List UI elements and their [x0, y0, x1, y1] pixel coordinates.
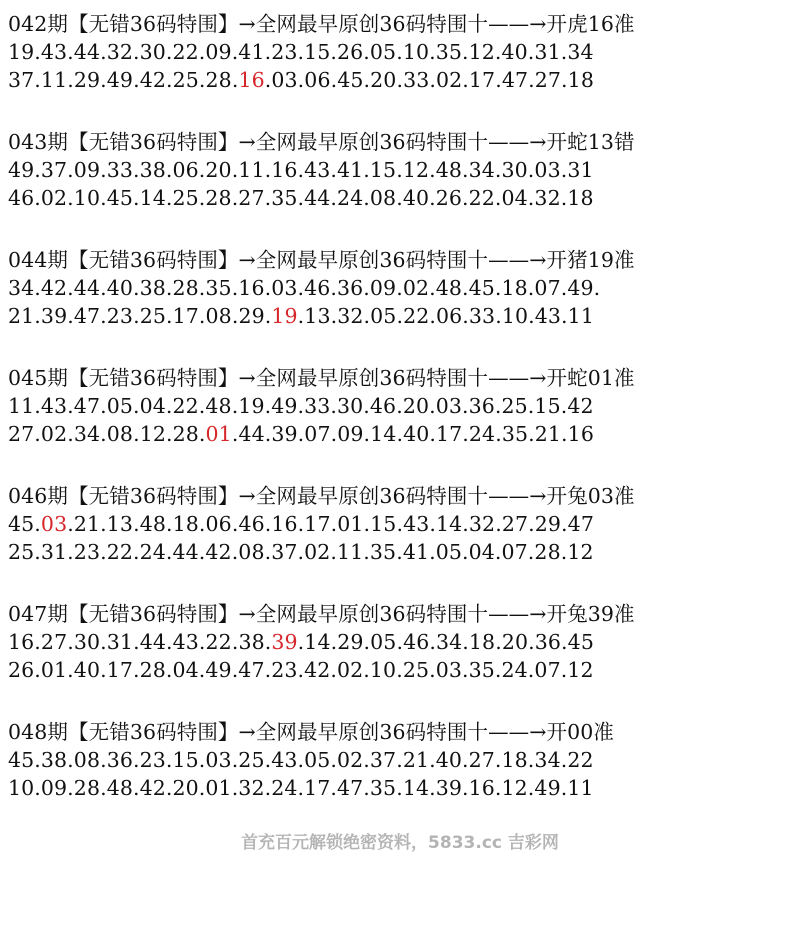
period-block-045	[8, 364, 792, 448]
number-line: 16.27.30.31.44.43.22.38.39.14.29.05.46.34.18.20.36.45	[8, 630, 594, 654]
footer-watermark: 首充百元解锁绝密资料，5833.cc 吉彩网	[241, 833, 559, 853]
period-title: 048期【无错36码特围】→全网最早原创36码特围十——→开00准	[8, 720, 615, 744]
period-block-048	[8, 718, 792, 802]
number-line: 27.02.34.08.12.28.01.44.39.07.09.14.40.17.24.35.21.16	[8, 422, 594, 446]
period-block-044	[8, 246, 792, 330]
period-title: 043期【无错36码特围】→全网最早原创36码特围十——→开蛇13错	[8, 130, 635, 154]
number-line: 26.01.40.17.28.04.49.47.23.42.02.10.25.03.35.24.07.12	[8, 658, 594, 682]
number-line: 21.39.47.23.25.17.08.29.19.13.32.05.22.06.33.10.43.11	[8, 304, 594, 328]
period-title: 046期【无错36码特围】→全网最早原创36码特围十——→开兔03准	[8, 484, 635, 508]
period-block-047	[8, 600, 792, 684]
number-line: 37.11.29.49.42.25.28.16.03.06.45.20.33.02.17.47.27.18	[8, 68, 594, 92]
period-title: 045期【无错36码特围】→全网最早原创36码特围十——→开蛇01准	[8, 366, 635, 390]
number-line: 45.38.08.36.23.15.03.25.43.05.02.37.21.40.27.18.34.22	[8, 748, 594, 772]
highlighted-number: 03	[40, 512, 68, 536]
number-line: 10.09.28.48.42.20.01.32.24.17.47.35.14.39.16.12.49.11	[8, 776, 594, 800]
number-line: 45.03.21.13.48.18.06.46.16.17.01.15.43.14.32.27.29.47	[8, 512, 594, 536]
highlighted-number: 01	[205, 422, 232, 446]
highlighted-number: 19	[271, 304, 298, 328]
period-title: 044期【无错36码特围】→全网最早原创36码特围十——→开猪19准	[8, 248, 635, 272]
period-block-046	[8, 482, 792, 566]
number-line: 19.43.44.32.30.22.09.41.23.15.26.05.10.35.12.40.31.34	[8, 40, 594, 64]
number-line: 34.42.44.40.38.28.35.16.03.46.36.09.02.48.45.18.07.49.	[8, 276, 601, 300]
number-line: 25.31.23.22.24.44.42.08.37.02.11.35.41.05.04.07.28.12	[8, 540, 594, 564]
period-block-043	[8, 128, 792, 212]
number-line: 46.02.10.45.14.25.28.27.35.44.24.08.40.26.22.04.32.18	[8, 186, 594, 210]
number-line: 49.37.09.33.38.06.20.11.16.43.41.15.12.48.34.30.03.31	[8, 158, 594, 182]
number-line: 11.43.47.05.04.22.48.19.49.33.30.46.20.03.36.25.15.42	[8, 394, 594, 418]
prediction-list	[8, 10, 792, 836]
period-title: 047期【无错36码特围】→全网最早原创36码特围十——→开兔39准	[8, 602, 635, 626]
period-title: 042期【无错36码特围】→全网最早原创36码特围十——→开虎16准	[8, 12, 635, 36]
highlighted-number: 16	[238, 68, 265, 92]
period-block-042	[8, 10, 792, 94]
highlighted-number: 39	[271, 630, 298, 654]
